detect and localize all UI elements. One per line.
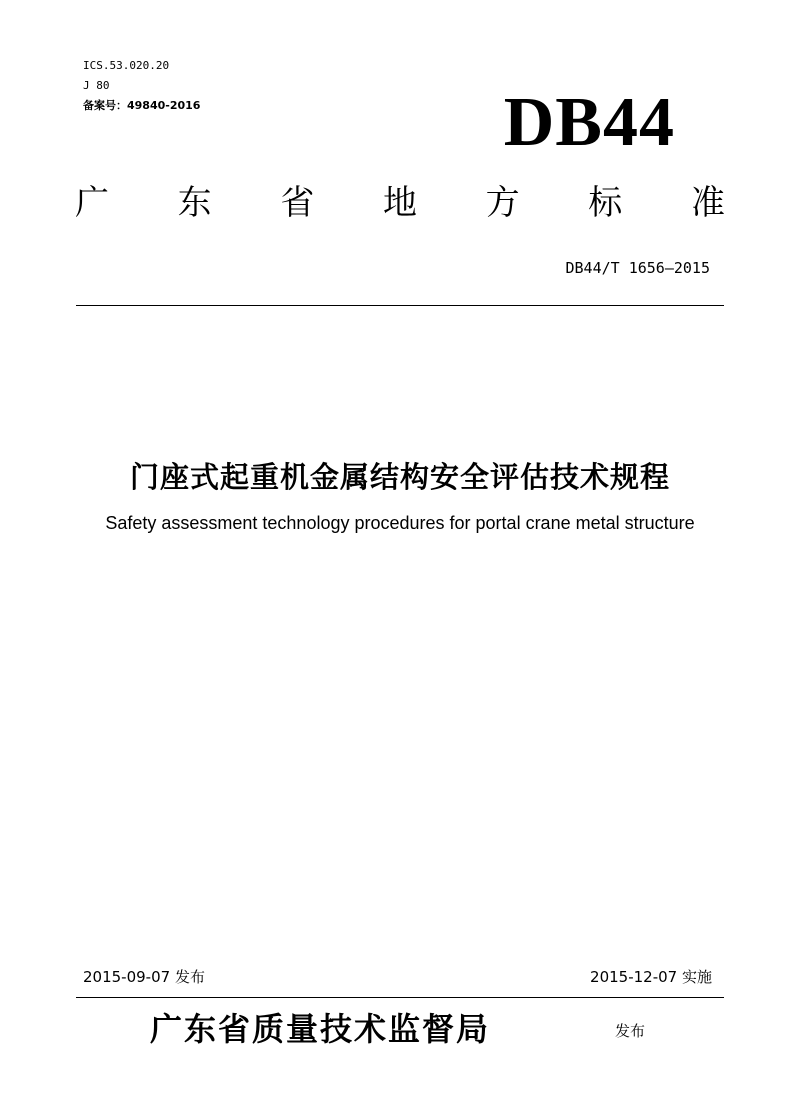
top-divider bbox=[76, 305, 724, 306]
record-number: 备案号：49840-2016 bbox=[83, 99, 201, 112]
document-title-english: Safety assessment technology procedures for portal crane metal structure bbox=[105, 513, 695, 533]
standard-type-char: 准 bbox=[690, 183, 725, 223]
standard-number: DB44/T 1656—2015 bbox=[565, 259, 710, 277]
standard-type-char: 东 bbox=[177, 183, 212, 223]
publish-label: 发布 bbox=[615, 1022, 646, 1040]
ics-code: ICS.53.020.20 bbox=[83, 59, 170, 72]
standard-type-heading bbox=[70, 181, 730, 225]
classification-code: J 80 bbox=[83, 79, 110, 92]
db44-logo: DB44 bbox=[503, 84, 675, 161]
standard-type-char: 广 bbox=[75, 183, 109, 223]
bottom-divider bbox=[76, 997, 724, 998]
issue-date: 2015-09-07 发布 bbox=[83, 968, 205, 986]
publisher-name: 广东省质量技术监督局 bbox=[150, 1010, 491, 1048]
standard-type-char: 标 bbox=[588, 183, 623, 223]
document-title-chinese: 门座式起重机金属结构安全评估技术规程 bbox=[129, 460, 670, 494]
standard-type-char: 方 bbox=[485, 183, 520, 223]
implementation-date: 2015-12-07 实施 bbox=[590, 968, 712, 986]
standard-type-char: 地 bbox=[382, 183, 417, 223]
standard-type-char: 省 bbox=[280, 183, 315, 223]
